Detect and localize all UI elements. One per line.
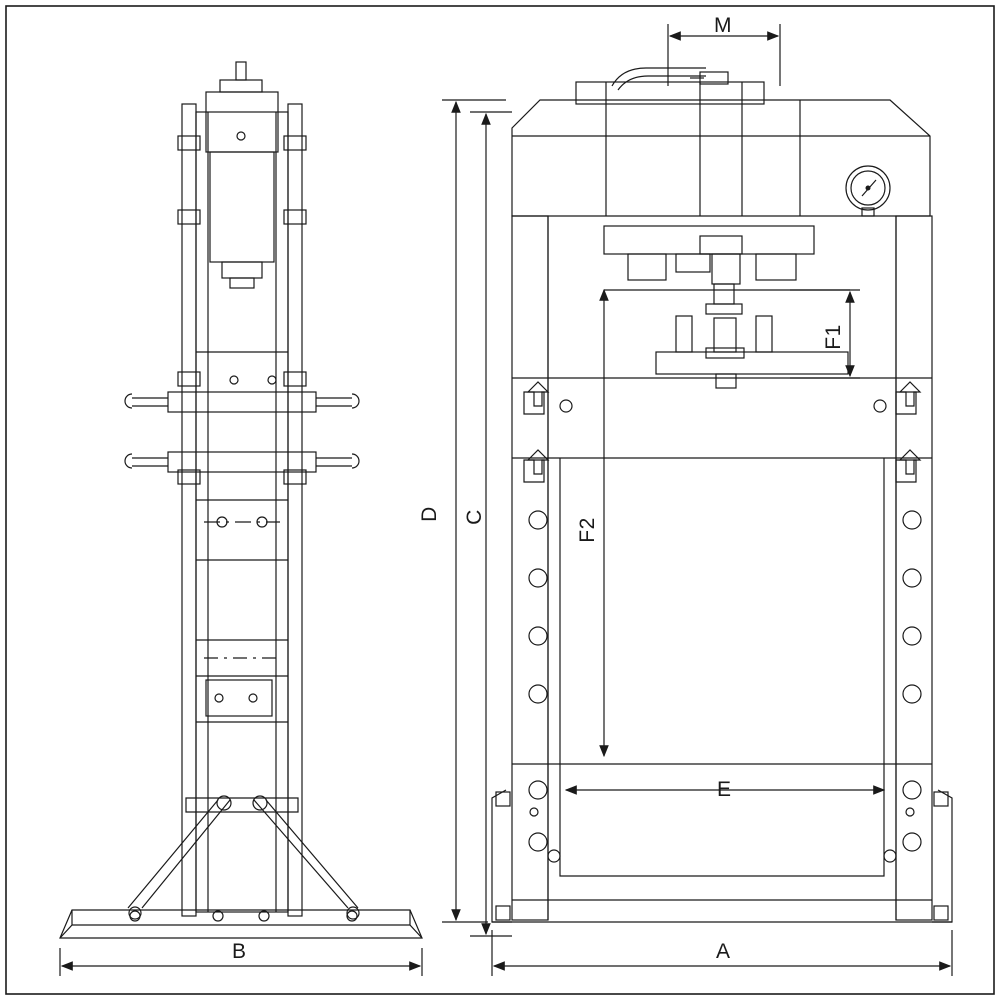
side-cylinder-assembly: [206, 62, 278, 288]
dimension-label-B: B: [232, 940, 247, 963]
dimension-label-M: M: [714, 14, 732, 37]
side-outer-rails: [178, 104, 306, 916]
dimension-label-A: A: [716, 940, 731, 963]
front-feet: [492, 790, 952, 922]
side-view: [60, 62, 422, 976]
dimension-label-C: C: [462, 509, 486, 525]
dimension-label-D: D: [417, 506, 441, 522]
side-press-table: [125, 376, 359, 472]
front-view: [442, 24, 952, 976]
sheet-border: [6, 6, 994, 994]
side-support-braces: [128, 796, 359, 919]
pressure-gauge: [846, 166, 890, 216]
front-work-bed: [560, 458, 884, 876]
front-top-hood: [512, 68, 930, 216]
side-base-plate: [60, 910, 422, 938]
dimension-label-F1: F1: [821, 324, 845, 350]
dimension-label-F2: F2: [575, 517, 599, 543]
hydraulic-ram: [604, 226, 814, 314]
press-table: [656, 316, 848, 388]
clamp-brackets: [524, 382, 920, 482]
dimension-label-E: E: [717, 778, 732, 801]
frame-uprights: [512, 216, 932, 920]
side-winch-detail: [204, 517, 280, 716]
